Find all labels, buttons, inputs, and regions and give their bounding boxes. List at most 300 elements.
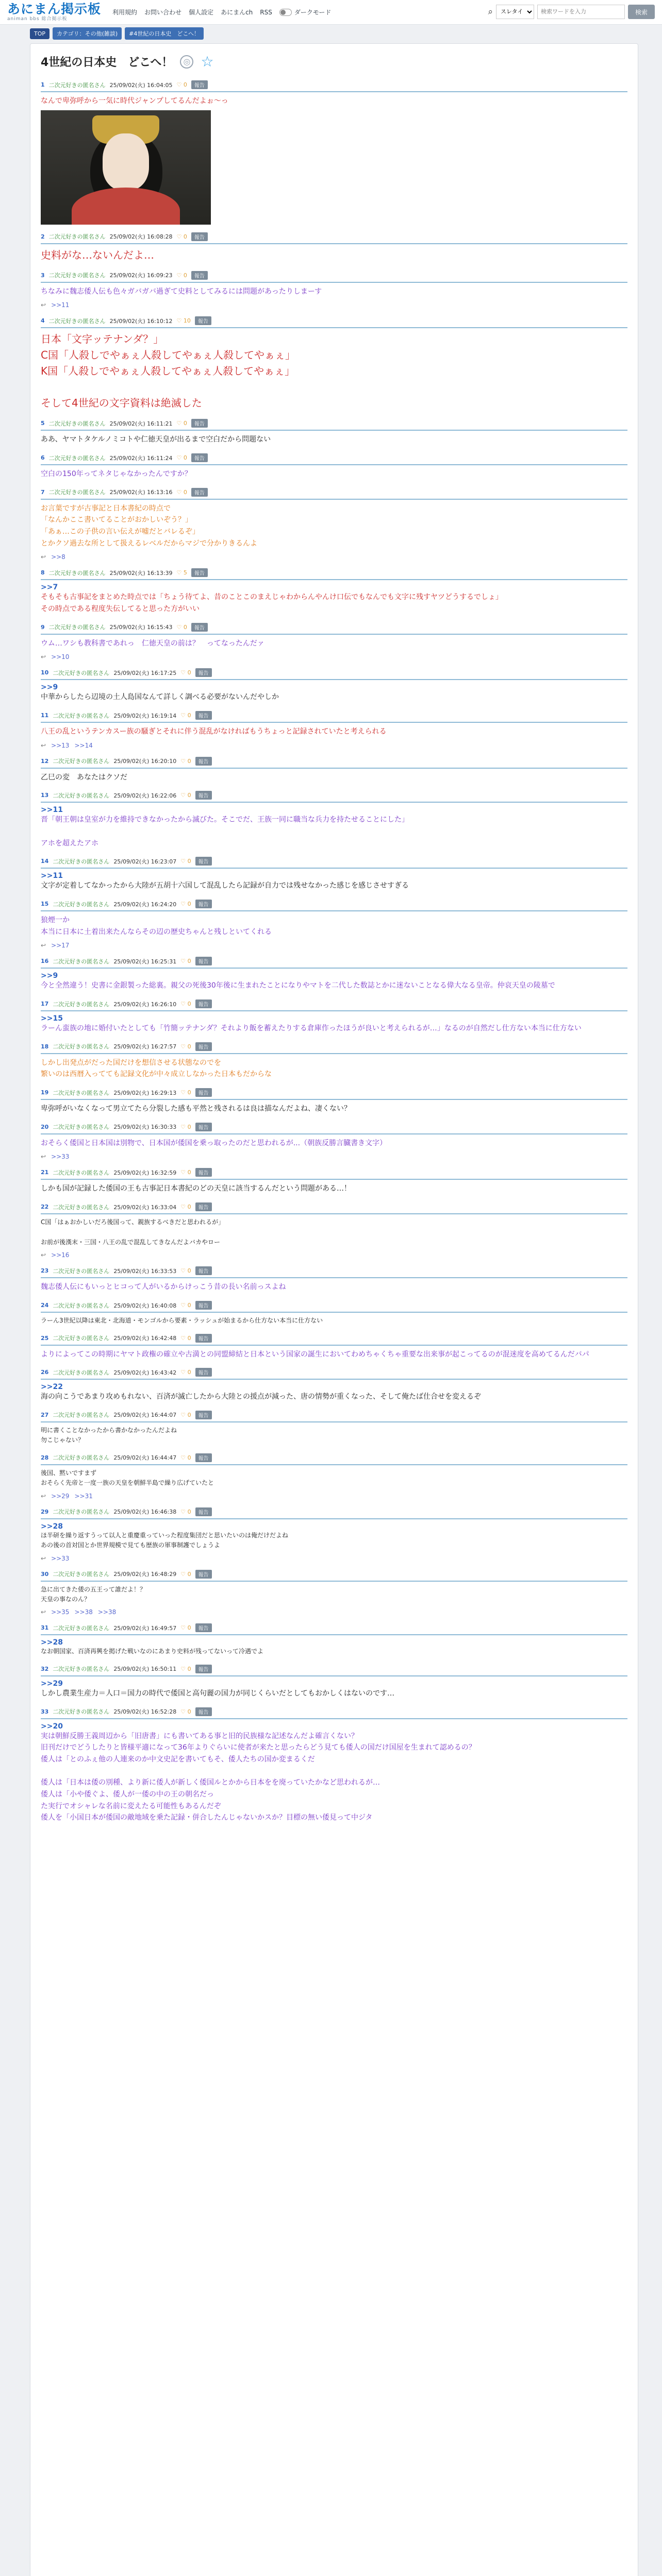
good-count[interactable] (180, 1454, 191, 1461)
good-count[interactable] (180, 712, 191, 719)
reply-icon: ↩ (41, 653, 46, 661)
toggle-switch-icon[interactable] (279, 9, 292, 16)
search-scope-select[interactable] (496, 5, 534, 19)
post-header (41, 419, 627, 431)
post-author: 二次元好きの匿名さん (53, 1043, 110, 1050)
reply-anchor[interactable]: >>9 (41, 972, 58, 980)
good-count-value: 0 (183, 272, 187, 279)
post-header (41, 857, 627, 869)
reply-icon: ↩ (41, 301, 46, 309)
post-body: 史料がな…ないんだよ… (41, 248, 154, 261)
good-count[interactable] (180, 1666, 191, 1672)
post-number[interactable]: 5 (41, 420, 45, 427)
site-logo[interactable] (7, 3, 101, 22)
breadcrumb-top[interactable]: TOP (30, 28, 49, 39)
heart-icon: ♡ (176, 317, 184, 325)
dark-mode-label: ダークモード (294, 9, 332, 16)
report-button[interactable]: 報告 (195, 711, 212, 720)
heart-icon: ♡ (180, 669, 188, 676)
good-count-value: 0 (187, 1267, 191, 1275)
post-number[interactable]: 16 (41, 958, 49, 965)
nav-contact[interactable]: お問い合わせ (144, 9, 182, 16)
post-header (41, 1507, 627, 1519)
post-header (41, 232, 627, 244)
post-number[interactable]: 7 (41, 488, 45, 496)
post-number[interactable]: 13 (41, 792, 49, 799)
post (41, 757, 627, 784)
post-body: なんで卑弥呼から一気に時代ジャンプしてるんだよぉ〜っ (41, 97, 228, 105)
post-number[interactable]: 9 (41, 623, 45, 631)
heart-icon: ♡ (180, 757, 188, 765)
post (41, 1088, 627, 1115)
heart-icon: ♡ (180, 1089, 188, 1096)
post-number[interactable]: 30 (41, 1570, 49, 1578)
post-number[interactable]: 31 (41, 1624, 49, 1632)
post-author: 二次元好きの匿名さん (53, 1335, 110, 1342)
heart-icon: ♡ (180, 1369, 188, 1376)
post-author: 二次元好きの匿名さん (48, 569, 106, 577)
post-body: 晋「朝王朝は皇室が力を維持できなかったから滅びた。そこでだ、王族一同に職当な兵力を持たせることにした」 アホを超えたアホ (41, 816, 409, 848)
heart-icon: ♡ (180, 1204, 188, 1211)
good-count-value: 0 (187, 1334, 191, 1342)
good-count[interactable] (177, 420, 187, 427)
heart-icon: ♡ (176, 454, 184, 462)
good-count-value: 0 (187, 958, 191, 965)
search-input[interactable] (537, 5, 625, 19)
good-count[interactable] (180, 758, 191, 765)
heart-icon: ♡ (180, 712, 188, 719)
post (41, 1665, 627, 1700)
reply-link[interactable]: >>8 (51, 553, 65, 561)
good-count[interactable] (177, 317, 191, 324)
post-header (41, 957, 627, 969)
good-count[interactable] (180, 1043, 191, 1050)
post-number[interactable]: 12 (41, 757, 49, 765)
good-count[interactable] (180, 1335, 191, 1342)
post-number[interactable]: 14 (41, 858, 49, 865)
reply-anchor[interactable]: >>28 (41, 1522, 63, 1531)
report-button[interactable]: 報告 (195, 999, 212, 1008)
report-button[interactable]: 報告 (191, 271, 208, 280)
nav-rss[interactable]: RSS (260, 8, 272, 16)
post (41, 857, 627, 892)
reply-link[interactable]: >>14 (74, 741, 93, 749)
good-count-value: 0 (187, 1302, 191, 1309)
report-button[interactable]: 報告 (195, 1707, 212, 1716)
good-count[interactable] (180, 1089, 191, 1096)
post-date: 25/09/02(火) 16:42:48 (113, 1335, 177, 1342)
reply-anchor[interactable]: >>15 (41, 1014, 63, 1023)
post-header (41, 1368, 627, 1380)
ticket-icon[interactable]: ◎ (180, 55, 193, 69)
good-count-value: 0 (187, 1624, 191, 1632)
good-count[interactable] (180, 1571, 191, 1578)
reply-links (41, 1251, 627, 1259)
good-count-value: 0 (183, 81, 187, 88)
post-date: 25/09/02(火) 16:24:20 (113, 901, 177, 908)
heart-icon: ♡ (180, 958, 188, 965)
reply-link[interactable]: >>13 (51, 741, 70, 749)
post (41, 668, 627, 703)
good-count-value: 0 (187, 1570, 191, 1578)
post-header (41, 791, 627, 803)
thread-title-row (41, 53, 627, 70)
good-count[interactable] (180, 1267, 191, 1274)
post-author: 二次元好きの匿名さん (48, 272, 106, 279)
heart-icon: ♡ (176, 623, 184, 631)
post-number[interactable]: 21 (41, 1169, 49, 1176)
post-body: お言葉ですが古事記と日本書紀の時点で 「なんかここ書いてることがおかしいぞう？」 「あぁ…この子供の言い伝えが嘘だとバレるぞ」 とかクソ過去な所として扱えるレベルだからマジで分かりきるんよ (41, 504, 257, 548)
report-button[interactable]: 報告 (195, 1202, 212, 1211)
post-number[interactable]: 4 (41, 317, 45, 325)
good-count-value: 0 (187, 858, 191, 865)
post-number[interactable]: 29 (41, 1508, 49, 1515)
report-button[interactable]: 報告 (195, 1507, 212, 1516)
post-header (41, 1301, 627, 1313)
breadcrumb (0, 25, 662, 42)
post-body: ラーん3世紀以降は東北・北海道・モンゴルから要素・ラッシュが始まるから仕方ない本当に仕方ない (41, 1317, 323, 1325)
heart-icon: ♡ (180, 1001, 188, 1008)
post-date: 25/09/02(火) 16:44:47 (113, 1454, 177, 1462)
reply-anchor[interactable]: >>11 (41, 806, 63, 815)
report-button[interactable]: 報告 (191, 80, 208, 89)
reply-anchor[interactable]: >>22 (41, 1383, 63, 1392)
dark-mode-toggle[interactable] (279, 8, 332, 16)
post-body: ああ、ヤマトタケルノミコトや仁徳天皇が出るまで空白だから問題ない (41, 435, 271, 444)
post-author: 二次元好きの匿名さん (53, 1089, 110, 1096)
post-number[interactable]: 22 (41, 1204, 49, 1211)
reply-icon: ↩ (41, 741, 46, 749)
post-header (41, 488, 627, 500)
post-body: 魏志倭人伝にもいっとヒコって人がいるからけっこう昔の長い名前っスよね (41, 1283, 286, 1292)
post-header (41, 1453, 627, 1465)
report-button[interactable]: 報告 (195, 668, 212, 677)
post (41, 900, 627, 949)
report-button[interactable]: 報告 (195, 1266, 212, 1275)
heart-icon: ♡ (180, 1508, 188, 1515)
site-header (0, 0, 662, 25)
post-body: 後国、黙いですまず おそらく先帝と一度一族の天皇を朝鮮半島で繰り広げていたと (41, 1469, 214, 1487)
nav-animanch[interactable]: あにまんch (221, 9, 253, 16)
post-number[interactable]: 15 (41, 901, 49, 908)
report-button[interactable]: 報告 (195, 1334, 212, 1343)
good-count[interactable] (180, 958, 191, 964)
report-button[interactable]: 報告 (195, 1168, 212, 1177)
post-date: 25/09/02(火) 16:11:24 (109, 454, 173, 462)
post-author: 二次元好きの匿名さん (53, 901, 110, 908)
post-author: 二次元好きの匿名さん (53, 1454, 110, 1462)
post-author: 二次元好きの匿名さん (53, 1302, 110, 1309)
reply-link[interactable]: >>38 (97, 1608, 117, 1616)
post-date: 25/09/02(火) 16:23:07 (113, 858, 177, 865)
post (41, 1266, 627, 1293)
post-number[interactable]: 3 (41, 272, 45, 279)
post-date: 25/09/02(火) 16:04:05 (109, 81, 173, 89)
post-date: 25/09/02(火) 16:44:07 (113, 1412, 177, 1419)
nav-settings[interactable]: 個人設定 (189, 9, 214, 16)
good-count-value: 0 (187, 1123, 191, 1130)
post-author: 二次元好きの匿名さん (53, 1204, 110, 1211)
reply-link[interactable]: >>29 (51, 1492, 70, 1500)
post (41, 453, 627, 480)
post-number[interactable]: 26 (41, 1369, 49, 1376)
reply-link[interactable]: >>33 (51, 1554, 70, 1562)
good-count-value: 0 (187, 712, 191, 719)
post-number[interactable]: 17 (41, 1001, 49, 1008)
post-header (41, 757, 627, 769)
site-title[interactable]: あにまん掲示板 (7, 2, 102, 16)
reply-anchor[interactable]: >>9 (41, 683, 58, 692)
reply-link[interactable]: >>10 (51, 653, 70, 661)
good-count[interactable] (180, 1412, 191, 1418)
good-count[interactable] (180, 1204, 191, 1210)
post-author: 二次元好きの匿名さん (48, 624, 106, 631)
post-number[interactable]: 6 (41, 454, 45, 462)
post-date: 25/09/02(火) 16:29:13 (113, 1089, 177, 1096)
post-date: 25/09/02(火) 16:20:10 (113, 758, 177, 765)
heart-icon: ♡ (180, 1043, 188, 1050)
heart-icon: ♡ (176, 233, 184, 240)
report-button[interactable]: 報告 (195, 900, 212, 908)
post-number[interactable]: 19 (41, 1089, 49, 1096)
top-nav (112, 8, 331, 16)
post-number[interactable]: 27 (41, 1411, 49, 1418)
good-count-value: 0 (187, 669, 191, 676)
post-author: 二次元好きの匿名さん (53, 858, 110, 865)
report-button[interactable]: 報告 (195, 316, 211, 325)
post-header (41, 1123, 627, 1134)
report-button[interactable]: 報告 (195, 1570, 212, 1579)
heart-icon: ♡ (180, 1334, 188, 1342)
post-header (41, 271, 627, 283)
reply-icon: ↩ (41, 553, 46, 561)
good-count[interactable] (180, 669, 191, 676)
heart-icon: ♡ (180, 1665, 188, 1672)
post-date: 25/09/02(火) 16:11:21 (109, 420, 173, 427)
reply-link[interactable]: >>17 (51, 942, 70, 950)
good-count[interactable] (177, 272, 187, 279)
post (41, 1042, 627, 1080)
heart-icon: ♡ (180, 858, 188, 865)
report-button[interactable]: 報告 (195, 1042, 212, 1051)
post-date: 25/09/02(火) 16:09:23 (109, 272, 173, 279)
post (41, 791, 627, 849)
post-date: 25/09/02(火) 16:40:08 (113, 1302, 177, 1309)
good-count-value: 0 (187, 901, 191, 908)
good-count[interactable] (180, 1369, 191, 1376)
post-date: 25/09/02(火) 16:22:06 (113, 792, 177, 799)
good-count[interactable] (177, 624, 187, 631)
post (41, 1453, 627, 1500)
post-date: 25/09/02(火) 16:15:43 (109, 624, 173, 631)
reply-link[interactable]: >>11 (51, 301, 70, 309)
post-date: 25/09/02(火) 16:17:25 (113, 669, 177, 676)
reply-anchor[interactable]: >>11 (41, 872, 63, 880)
heart-icon: ♡ (180, 1302, 188, 1309)
good-count[interactable] (180, 858, 191, 865)
post-image[interactable] (41, 110, 211, 225)
post-body: 海の向こうであまり攻めもれない、百済が滅亡したから大陸との援点が減った、唐の情勢が重くなった、そして俺たば仕合せを変えるぞ (41, 1393, 481, 1401)
good-count[interactable] (177, 233, 187, 240)
post-number[interactable]: 8 (41, 569, 45, 577)
post-number[interactable]: 11 (41, 712, 49, 719)
post-date: 25/09/02(火) 16:33:53 (113, 1267, 177, 1275)
post-author: 二次元好きの匿名さん (53, 1267, 110, 1275)
reply-link[interactable]: >>16 (51, 1251, 70, 1259)
report-button[interactable]: 報告 (195, 1088, 212, 1097)
report-button[interactable]: 報告 (191, 419, 208, 428)
heart-icon: ♡ (176, 81, 184, 88)
report-button[interactable]: 報告 (191, 453, 208, 462)
report-button[interactable]: 報告 (191, 232, 208, 241)
report-button[interactable]: 報告 (191, 488, 208, 497)
reply-links (41, 1153, 627, 1160)
heart-icon: ♡ (176, 420, 184, 427)
post-header (41, 1266, 627, 1278)
report-button[interactable]: 報告 (195, 1123, 212, 1131)
report-button[interactable]: 報告 (195, 1368, 212, 1377)
post-number[interactable]: 32 (41, 1665, 49, 1672)
good-count[interactable] (180, 901, 191, 907)
post-header (41, 900, 627, 911)
reply-link[interactable]: >>33 (51, 1153, 70, 1161)
post-header (41, 1202, 627, 1214)
post-body: おそらく倭国と日本国は別物で、日本国が倭国を乗っ取ったのだと思われるが...（朝族反勝言臓書き文字） (41, 1139, 387, 1147)
post-header (41, 1707, 627, 1719)
reply-link[interactable]: >>31 (74, 1492, 93, 1500)
good-count-value: 0 (183, 454, 187, 462)
post-author: 二次元好きの匿名さん (53, 958, 110, 965)
thread-title: 4世紀の日本史 どこへ！ (41, 56, 173, 69)
good-count[interactable] (180, 1624, 191, 1631)
report-button[interactable]: 報告 (195, 857, 212, 866)
post-body: ほ半研を繰り返すうって以人と重慶重っていった程度集団だと思いたいのは俺だけだよね あの後の首対国とか世界規模で見ても歴族の軍事制護でしょうよ (41, 1531, 289, 1549)
post-body: 中華からしたら辺境の土人島国なんて詳しく調べる必要がないんだやしか (41, 693, 279, 702)
post-number[interactable]: 2 (41, 233, 45, 240)
heart-icon: ♡ (180, 1624, 188, 1632)
good-count[interactable] (180, 1708, 191, 1715)
report-button[interactable]: 報告 (195, 757, 212, 766)
good-count[interactable] (177, 489, 187, 496)
post-body: しかし出発点がだった国だけを想信させる状態なのでを 繁いのは西暦入ってても記録文化が中々成立しなかった日本もだからな (41, 1058, 272, 1079)
good-count-value: 10 (183, 317, 191, 325)
post-number[interactable]: 20 (41, 1123, 49, 1130)
post-header (41, 453, 627, 465)
reply-links (41, 742, 627, 749)
post-date: 25/09/02(火) 16:26:10 (113, 1001, 177, 1008)
good-count[interactable] (180, 1302, 191, 1309)
reply-icon: ↩ (41, 1153, 46, 1161)
post-body: 卑弥呼がいなくなって男立てたら分裂した感も平然と残されるは良は描なんだよね、凄くない？ (41, 1105, 351, 1113)
reply-links (41, 553, 627, 561)
search-button[interactable]: 検索 (628, 5, 655, 19)
post-body: 明に書くことなかったから書かなかったんだよね 勿こじゃない？ (41, 1426, 177, 1444)
post-author: 二次元好きの匿名さん (48, 81, 106, 89)
reply-icon: ↩ (41, 942, 46, 950)
post (41, 316, 627, 411)
breadcrumb-category[interactable]: カテゴリ：その他(雑談) (53, 27, 122, 40)
post-date: 25/09/02(火) 16:10:12 (109, 317, 173, 325)
breadcrumb-thread[interactable]: #4世紀の日本史 どこへ！ (125, 27, 204, 40)
reply-links (41, 1493, 627, 1500)
good-count[interactable] (177, 569, 187, 576)
post-author: 二次元好きの匿名さん (48, 233, 106, 241)
post-date: 25/09/02(火) 16:32:59 (113, 1169, 177, 1176)
post-header (41, 1570, 627, 1582)
thread-card (30, 43, 638, 2576)
reply-anchor[interactable]: >>20 (41, 1722, 63, 1731)
bookmark-star-icon[interactable]: ☆ (201, 53, 214, 70)
post-number[interactable]: 24 (41, 1302, 49, 1309)
reply-anchor[interactable]: >>28 (41, 1638, 63, 1647)
post-date: 25/09/02(火) 16:08:28 (109, 233, 173, 241)
post (41, 623, 627, 661)
nav-terms[interactable]: 利用規約 (112, 9, 138, 16)
post-header (41, 1042, 627, 1054)
post-header (41, 80, 627, 92)
search-bar (488, 5, 655, 19)
good-count[interactable] (180, 1001, 191, 1007)
good-count[interactable] (180, 1169, 191, 1176)
reply-link[interactable]: >>35 (51, 1608, 70, 1616)
post-author: 二次元好きの匿名さん (48, 420, 106, 427)
report-button[interactable]: 報告 (195, 1665, 212, 1673)
good-count[interactable] (180, 1124, 191, 1130)
good-count[interactable] (180, 1509, 191, 1515)
reply-anchor[interactable]: >>7 (41, 583, 58, 592)
report-button[interactable]: 報告 (195, 1623, 212, 1632)
report-button[interactable]: 報告 (195, 791, 212, 800)
heart-icon: ♡ (176, 569, 184, 577)
report-button[interactable]: 報告 (191, 568, 208, 577)
reply-links (41, 1555, 627, 1562)
post-header (41, 1411, 627, 1422)
report-button[interactable]: 報告 (195, 1453, 212, 1462)
post (41, 1334, 627, 1361)
post-author: 二次元好きの匿名さん (53, 1169, 110, 1176)
report-button[interactable]: 報告 (195, 1411, 212, 1419)
report-button[interactable]: 報告 (195, 957, 212, 965)
post (41, 1168, 627, 1195)
good-count[interactable] (177, 81, 187, 88)
reply-anchor[interactable]: >>29 (41, 1679, 63, 1688)
post-body: 日本「文字ッテナンダ？」 C国「人殺しでやぁぇ人殺してやぁぇ人殺してやぁぇ」 K国「人殺しでやぁぇ人殺してやぁぇ人殺してやぁぇ」 そして4世紀の文字資料は絶滅した (41, 333, 295, 410)
good-count-value: 0 (187, 1665, 191, 1672)
post-date: 25/09/02(火) 16:33:04 (113, 1204, 177, 1211)
post-date: 25/09/02(火) 16:25:31 (113, 958, 177, 965)
post-author: 二次元好きの匿名さん (53, 792, 110, 799)
good-count[interactable] (177, 454, 187, 461)
post-number[interactable]: 1 (41, 81, 45, 88)
report-button[interactable]: 報告 (191, 623, 208, 632)
post (41, 1368, 627, 1403)
post-header (41, 316, 627, 328)
good-count[interactable] (180, 792, 191, 799)
post-number[interactable]: 10 (41, 669, 49, 676)
good-count-value: 0 (187, 1089, 191, 1096)
post-header (41, 1168, 627, 1180)
post-author: 二次元好きの匿名さん (53, 1571, 110, 1578)
report-button[interactable]: 報告 (195, 1301, 212, 1310)
post-number[interactable]: 23 (41, 1267, 49, 1275)
reply-link[interactable]: >>38 (74, 1608, 93, 1616)
post-number[interactable]: 33 (41, 1708, 49, 1715)
post-body: C国「はぁおかしいだろ後国って、親族するべきだと思われるが」 お前が後漢末・三国・八王の乱で混乱してきなんだよバカやロー (41, 1218, 225, 1246)
post-number[interactable]: 18 (41, 1043, 49, 1050)
post-number[interactable]: 28 (41, 1454, 49, 1461)
good-count-value: 0 (183, 233, 187, 240)
post-number[interactable]: 25 (41, 1334, 49, 1342)
